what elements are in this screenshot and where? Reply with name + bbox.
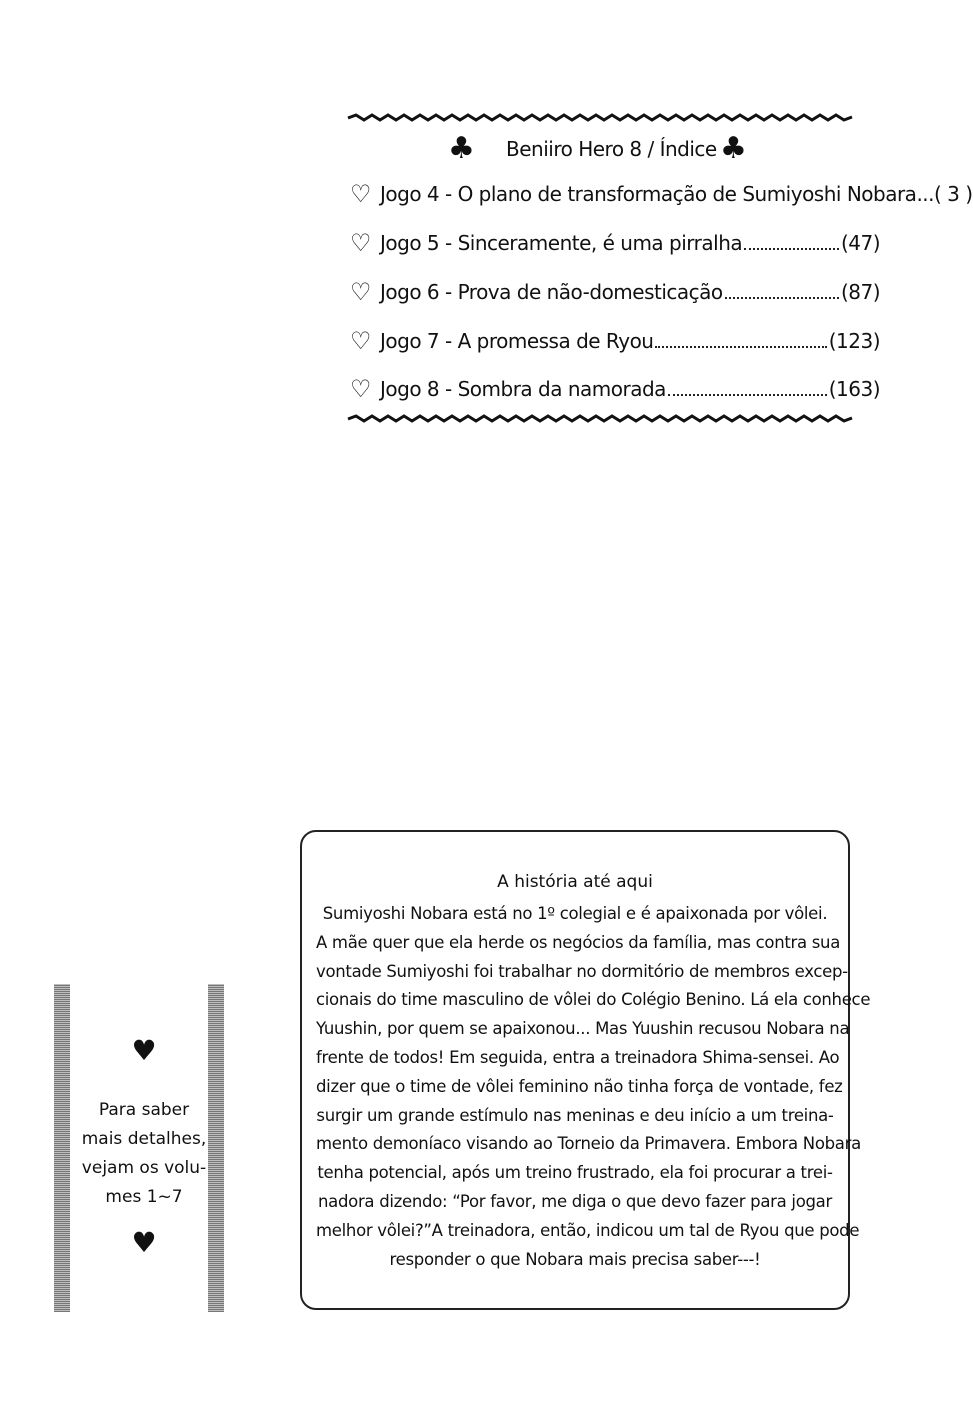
story-line: mento demoníaco visando ao Torneio da Primavera. Embora Nobara [316, 1134, 861, 1154]
toc-entry [350, 276, 880, 308]
story-line: dizer que o time de vôlei feminino não tinha força de vontade, fez [316, 1076, 843, 1096]
story-body [316, 900, 871, 1274]
side-note-line: mes 1~7 [105, 1187, 183, 1207]
toc-entry [350, 227, 880, 259]
heart-outline-icon: ♡ [350, 278, 372, 306]
screentone-bar-left [54, 984, 70, 1312]
heart-outline-icon: ♡ [350, 327, 372, 355]
heart-icon: ♥ [131, 1034, 157, 1067]
heart-outline-icon: ♡ [350, 180, 372, 208]
toc-entry-page: (87) [840, 280, 880, 304]
story-line: frente de todos! Em seguida, entra a treinadora Shima-sensei. Ao [316, 1047, 840, 1067]
story-line: tenha potencial, após um treino frustrado, ela foi procurar a trei- [317, 1163, 833, 1183]
story-line: vontade Sumiyoshi foi trabalhar no dormitório de membros excep- [316, 961, 848, 981]
club-icon: ♣ [448, 131, 475, 166]
side-note [76, 1096, 212, 1212]
toc-entry-page: ( 3 ) [934, 182, 973, 206]
zigzag-border-bottom [348, 414, 852, 424]
toc-entry [350, 178, 973, 210]
story-line: responder o que Nobara mais precisa saber---! [389, 1249, 761, 1269]
story-line: Yuushin, por quem se apaixonou... Mas Yuushin recusou Nobara na [316, 1019, 850, 1039]
toc-entry-label: Jogo 5 - Sinceramente, é uma pirralha [380, 231, 743, 255]
dot-leader [668, 394, 827, 396]
story-line: melhor vôlei?”A treinadora, então, indicou um tal de Ryou que pode [316, 1220, 860, 1240]
toc-entry-label: Jogo 8 - Sombra da namorada [380, 377, 666, 401]
side-note-line: Para saber [98, 1100, 190, 1120]
side-note-line: vejam os volu- [81, 1158, 207, 1178]
toc-entry-label: Jogo 7 - A promessa de Ryou [380, 329, 654, 353]
dot-leader [744, 248, 839, 250]
side-note-line: mais detalhes, [81, 1129, 207, 1149]
toc-entry-label: Jogo 4 - O plano de transformação de Sumiyoshi Nobara... [380, 182, 935, 206]
story-line: Sumiyoshi Nobara está no 1º colegial e é apaixonada por vôlei. [322, 904, 828, 923]
story-line: surgir um grande estímulo nas meninas e deu início a um treina- [316, 1105, 834, 1125]
toc-entry [350, 325, 880, 357]
toc-entry-page: (123) [828, 329, 880, 353]
story-title: A história até aqui [497, 872, 653, 892]
dot-leader [725, 297, 839, 299]
story-line: nadora dizendo: “Por favor, me diga o que devo fazer para jogar [318, 1191, 832, 1211]
story-line: cionais do time masculino de vôlei do Colégio Benino. Lá ela conhece [316, 990, 871, 1010]
heart-icon: ♥ [131, 1226, 157, 1259]
dot-leader [655, 346, 826, 348]
toc-title: Beniiro Hero 8 / Índice [506, 137, 717, 161]
heart-outline-icon: ♡ [350, 375, 372, 403]
zigzag-border-top [348, 113, 852, 123]
story-line: A mãe quer que ela herde os negócios da família, mas contra sua [316, 932, 841, 952]
toc-entry-page: (163) [828, 377, 880, 401]
toc-entry [350, 373, 880, 405]
story-summary-box [300, 830, 871, 1310]
toc-entry-label: Jogo 6 - Prova de não-domesticação [380, 280, 723, 304]
heart-outline-icon: ♡ [350, 229, 372, 257]
club-icon: ♣ [720, 131, 747, 166]
toc-entry-page: (47) [840, 231, 880, 255]
toc-header [440, 132, 760, 168]
